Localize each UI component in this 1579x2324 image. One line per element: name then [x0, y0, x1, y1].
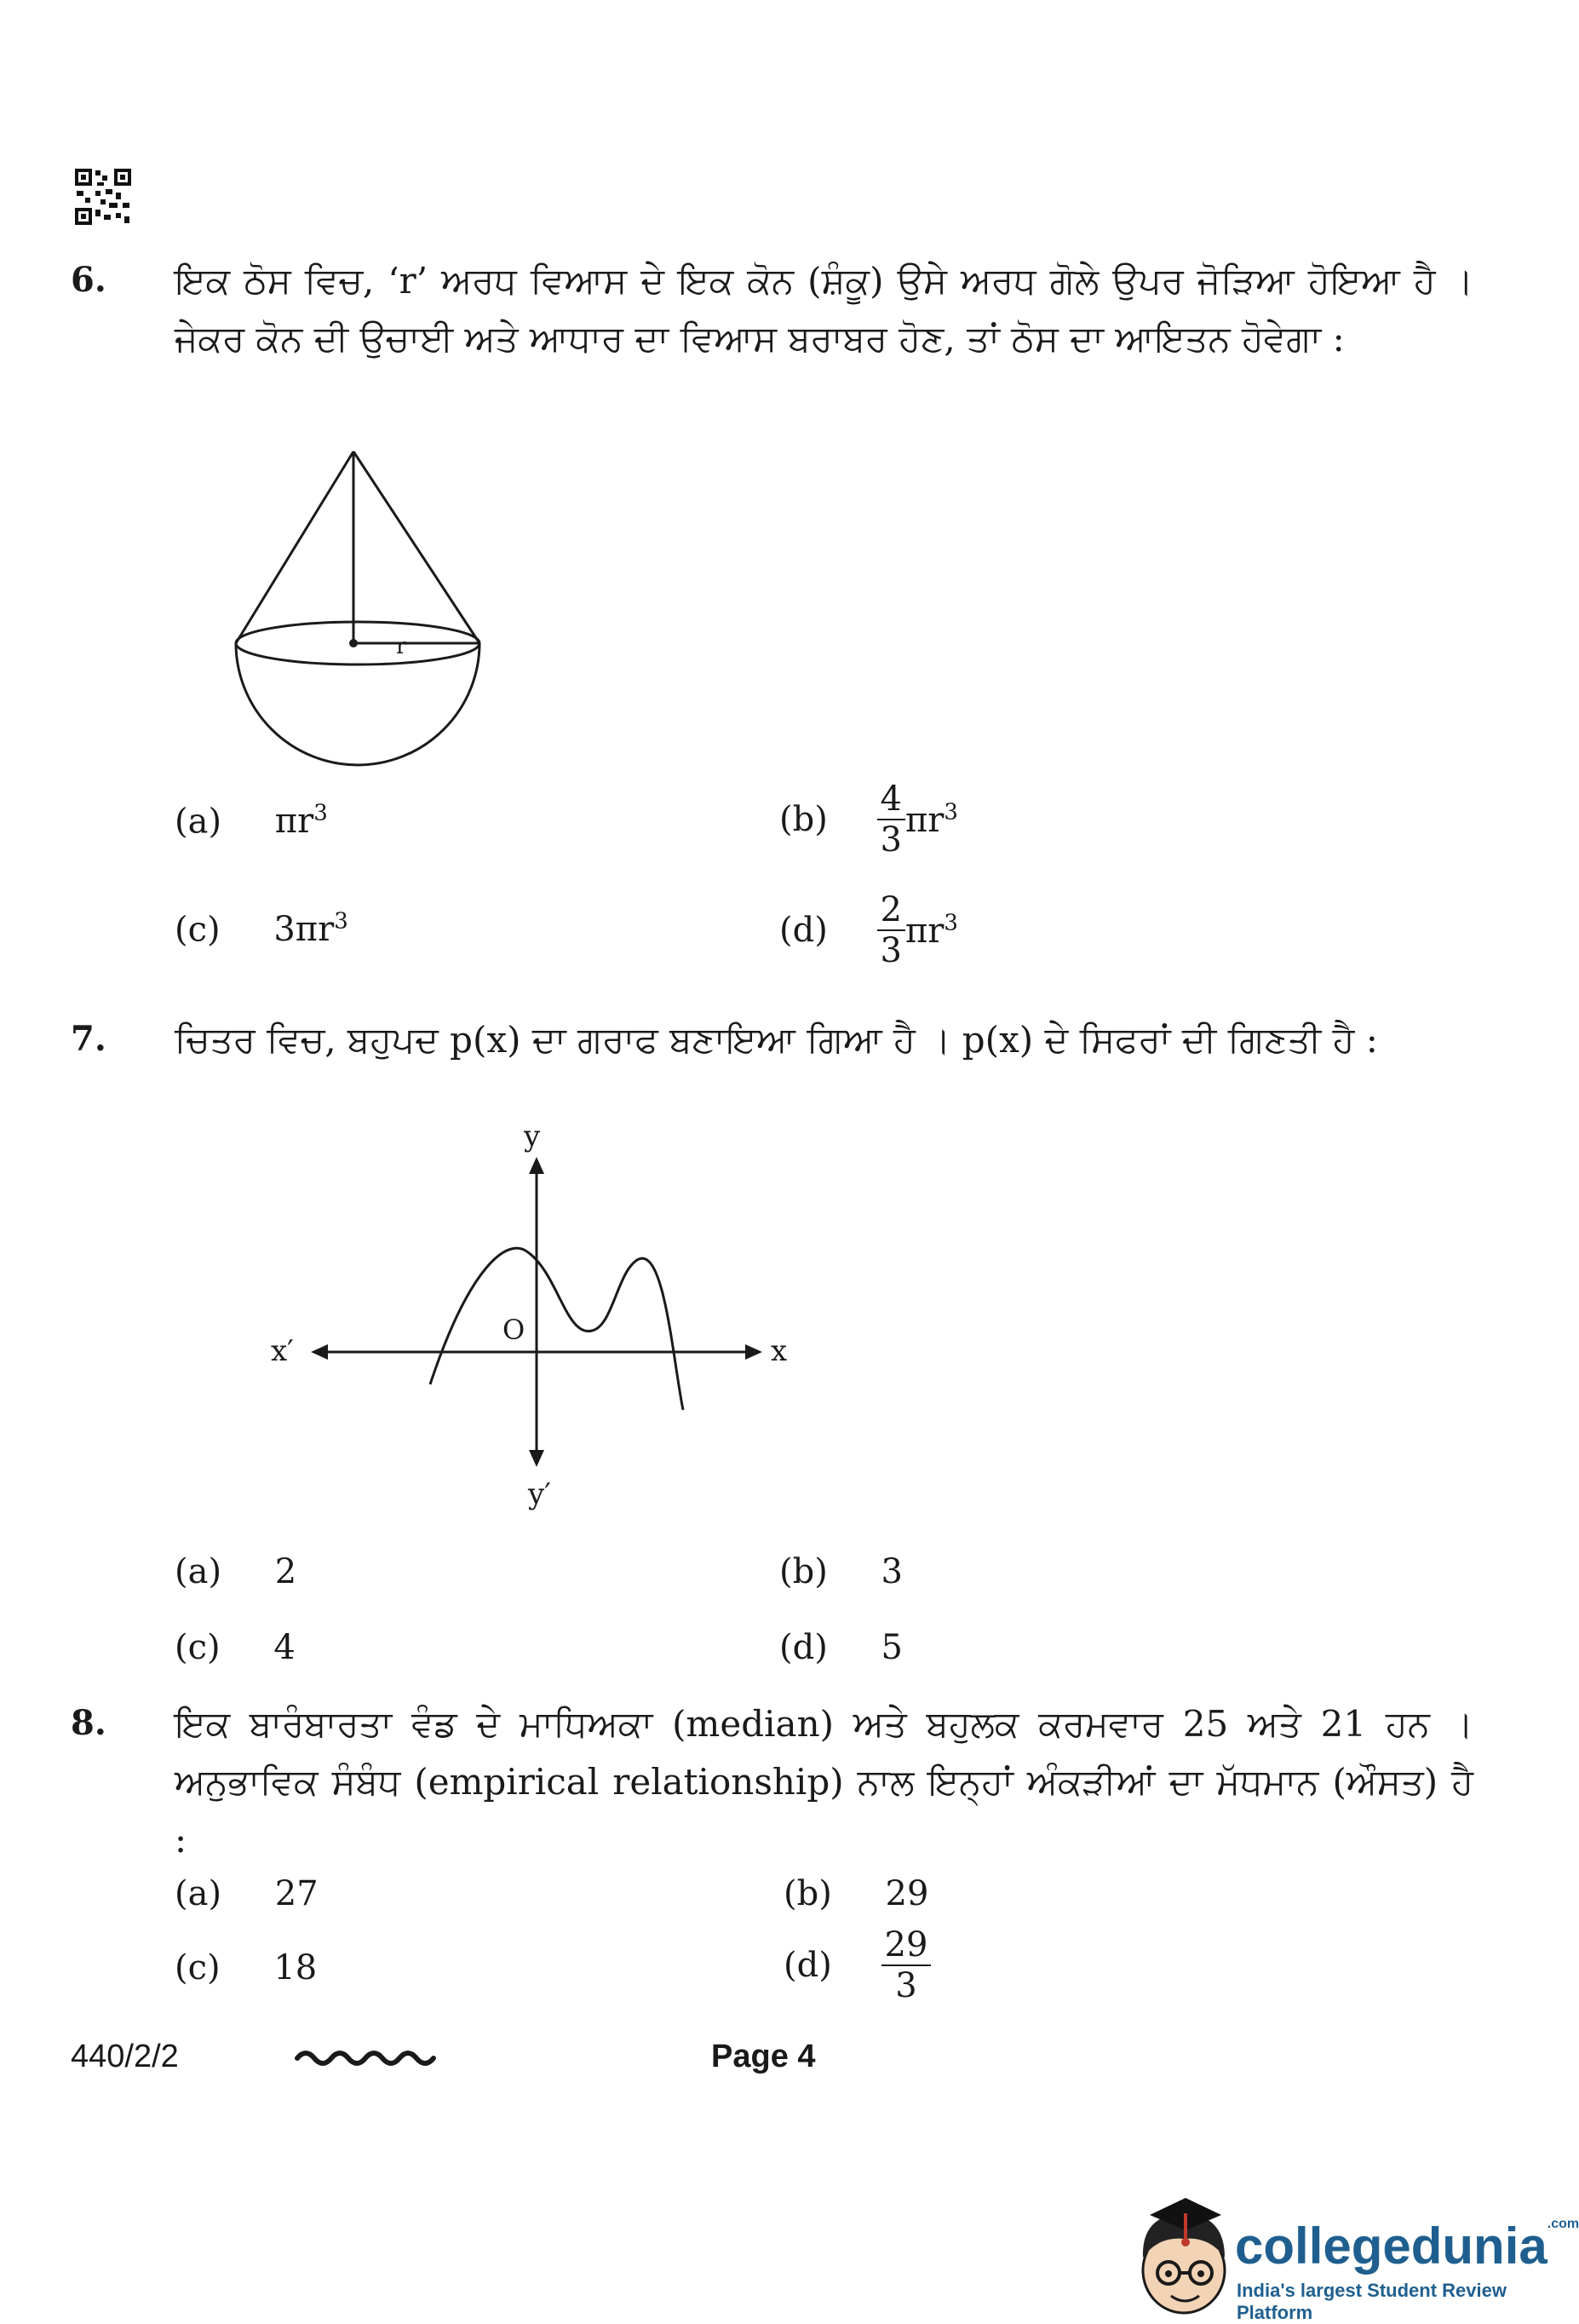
option-label: (d) — [784, 1946, 832, 1985]
option-value: 3πr — [273, 910, 335, 950]
brand-suffix: .com — [1547, 2217, 1579, 2231]
option-label: (d) — [779, 911, 828, 950]
option-label: (b) — [779, 800, 828, 839]
paper-code: 440/2/2 — [71, 2039, 179, 2074]
fraction-denominator: 3 — [880, 820, 902, 860]
qr-code-icon — [75, 169, 131, 225]
fraction-denominator: 3 — [895, 1966, 917, 2005]
page-number: Page 4 — [711, 2039, 816, 2074]
q8-option-d[interactable] — [784, 1925, 931, 2005]
mascot-logo-icon — [1124, 2189, 1243, 2317]
fraction-numerator: 2 — [877, 890, 905, 931]
option-value: 29 — [885, 1874, 929, 1913]
tilde-decoration-icon — [294, 2045, 439, 2067]
question-7-text: ਚਿਤਰ ਵਿਚ, ਬਹੁਪਦ p(x) ਦਾ ਗਰਾਫ ਬਣਾਇਆ ਗਿਆ ਹੈ । p(x) ਦੇ ਸਿਫਰਾਂ ਦੀ ਗਿਣਤੀ ਹੈ : — [175, 1019, 1378, 1061]
option-exponent: 3 — [313, 801, 328, 826]
option-value: 4 — [273, 1628, 296, 1667]
option-label: (b) — [784, 1874, 832, 1913]
cone-hemisphere-figure — [226, 439, 498, 762]
brand-tagline: India's largest Student Review Platform — [1237, 2280, 1507, 2323]
option-value: 27 — [274, 1874, 319, 1913]
q6-option-a[interactable] — [175, 801, 328, 841]
q8-option-b[interactable] — [784, 1874, 928, 1913]
option-value: πr — [905, 911, 945, 951]
fraction-denominator: 3 — [880, 931, 902, 970]
option-label: (a) — [175, 1874, 222, 1913]
q7-option-b[interactable] — [779, 1552, 903, 1591]
polynomial-graph — [264, 1116, 809, 1525]
q7-option-c[interactable] — [175, 1628, 296, 1667]
question-6-text: ਇਕ ਠੋਸ ਵਿਚ, ‘r’ ਅਰਧ ਵਿਆਸ ਦੇ ਇਕ ਕੋਨ (ਸ਼ੰਕੂ) ਉਸੇ ਅਰਧ ਗੋਲੇ ਉਪਰ ਜੋੜਿਆ ਹੋਇਆ ਹੈ । ਜੇਕਰ ਕੋਨ ਦੀ ਉਚਾਈ ਅਤੇ ਆਧਾਰ ਦਾ ਵਿਆਸ ਬਰਾਬਰ ਹੋਣ, ਤਾਂ ਠੋਸ ਦਾ ਆਇਤਨ ਹੋਵੇਗਾ : — [175, 260, 1473, 360]
option-value: 3 — [881, 1552, 903, 1591]
question-6-number: 6. — [71, 260, 106, 300]
option-value: πr — [905, 800, 945, 840]
option-value: 5 — [881, 1628, 903, 1667]
q7-option-a[interactable] — [175, 1552, 296, 1591]
option-label: (a) — [175, 1552, 222, 1591]
option-value: 18 — [273, 1948, 318, 1987]
option-value: πr — [274, 802, 314, 842]
question-8-text: ਇਕ ਬਾਰੰਬਾਰਤਾ ਵੰਡ ਦੇ ਮਾਧਿਅਕਾ (median) ਅਤੇ ਬਹੁਲਕ ਕਰਮਵਾਰ 25 ਅਤੇ 21 ਹਨ । ਅਨੁਭਾਵਿਕ ਸੰਬੰਧ (empirical relationship) ਨਾਲ ਇਨ੍ਹਾਂ ਅੰਕੜੀਆਂ ਦਾ ਮੱਧਮਾਨ (ਔਸਤ) ਹੈ : — [175, 1703, 1473, 1861]
y-neg-axis-label: y′ — [528, 1477, 551, 1511]
option-value: 2 — [274, 1552, 297, 1591]
radius-label: r — [396, 634, 407, 659]
fraction-numerator: 4 — [877, 779, 905, 820]
q6-option-d[interactable] — [779, 890, 958, 970]
option-exponent: 3 — [944, 910, 958, 936]
q6-option-c[interactable] — [175, 909, 348, 949]
origin-label: O — [502, 1314, 525, 1346]
q8-option-c[interactable] — [175, 1948, 317, 1987]
question-8-number: 8. — [71, 1703, 106, 1743]
x-axis-label: x — [771, 1334, 788, 1368]
option-label: (c) — [175, 1948, 221, 1987]
brand-name: collegedunia$^{.com}$ — [1235, 2217, 1579, 2275]
option-label: (b) — [779, 1552, 828, 1591]
q7-option-d[interactable] — [779, 1628, 903, 1667]
option-label: (c) — [175, 1628, 221, 1667]
question-7-number: 7. — [71, 1019, 106, 1059]
q8-option-a[interactable] — [175, 1874, 319, 1913]
fraction-numerator: 29 — [881, 1925, 932, 1966]
y-axis-label: y — [524, 1119, 541, 1153]
option-label: (a) — [175, 802, 222, 842]
option-exponent: 3 — [944, 799, 958, 825]
option-exponent: 3 — [334, 909, 348, 935]
option-label: (c) — [175, 910, 221, 950]
x-neg-axis-label: x′ — [271, 1334, 294, 1368]
q6-option-b[interactable] — [779, 779, 958, 860]
option-label: (d) — [779, 1628, 828, 1667]
